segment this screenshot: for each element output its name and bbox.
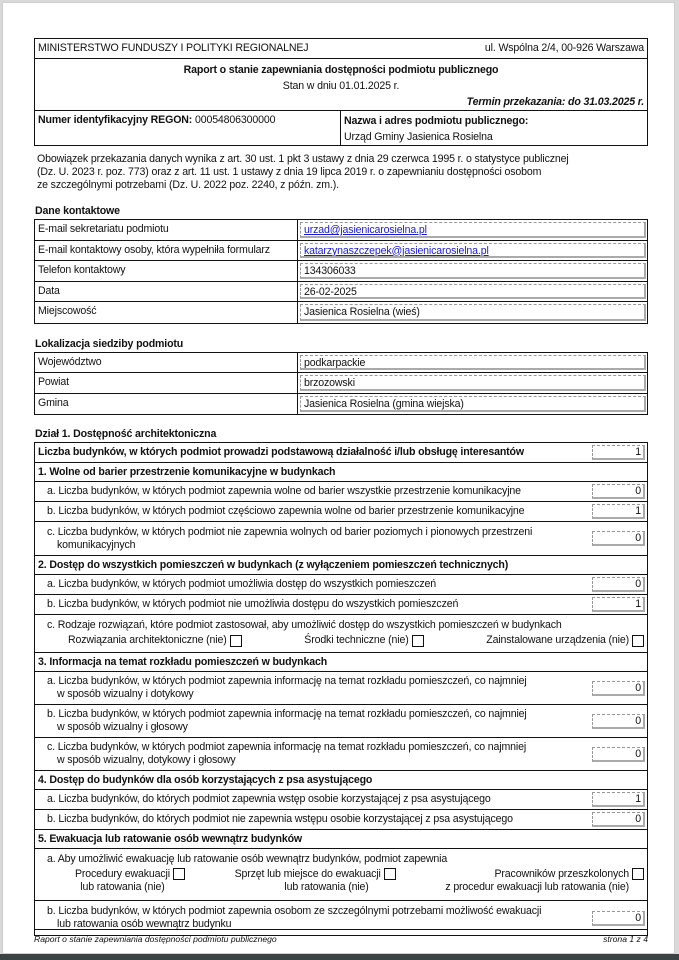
group4-b-field[interactable]: 0 <box>592 812 645 827</box>
row-label: c. Rodzaje rozwiązań, które podmiot zastosował, aby umożliwić dostęp do wszystkich pomieszczeń w budynkach <box>47 619 562 631</box>
row-label-line: b. Liczba budynków, w których podmiot zapewnia osobom ze szczególnymi potrzebami możliwość ewakuacji <box>47 905 542 917</box>
group4-a-field[interactable]: 1 <box>592 792 645 807</box>
row-label-line: komunikacyjnych <box>57 538 136 551</box>
group-title: 4. Dostęp do budynków dla osób korzystających z psa asystującego <box>38 773 373 786</box>
group-title: 1. Wolne od barier przestrzenie komunikacyjne w budynkach <box>38 465 336 478</box>
group2-row-b <box>35 595 647 615</box>
evacuation-procedures-checkbox[interactable] <box>173 868 185 880</box>
page-footer <box>34 929 648 944</box>
group1-row-c <box>35 522 647 556</box>
option-label: Pracowników przeszkolonych <box>494 868 629 880</box>
section1-title: Dział 1. Dostępność architektoniczna <box>35 428 217 440</box>
option-devices[interactable] <box>486 634 644 647</box>
row-label-line: b. Liczba budynków, w których podmiot zapewnia informację na temat rozkładu pomieszczeń, co najmniej <box>47 708 527 720</box>
row-label-line: lub ratowania osób wewnątrz budynku <box>57 918 232 930</box>
devices-checkbox[interactable] <box>632 635 644 647</box>
group3-c-field[interactable]: 0 <box>592 747 645 762</box>
field-label: Województwo <box>35 353 298 373</box>
row-label <box>35 741 592 767</box>
row-label: b. Liczba budynków, w których podmiot częściowo zapewnia wolne od barier przestrzenie komunikacyjne <box>47 505 525 517</box>
row-label <box>35 905 592 931</box>
option-label: lub ratowania (nie) <box>80 881 165 893</box>
group4-row-a <box>35 790 647 810</box>
option-technical[interactable] <box>304 634 423 647</box>
option-label: lub ratowania (nie) <box>284 881 369 893</box>
location-table <box>34 352 648 416</box>
row-label: a. Liczba budynków, w których podmiot umożliwia dostęp do wszystkich pomieszczeń <box>47 578 436 590</box>
location-row-commune <box>35 394 647 415</box>
option-label: Zainstalowane urządzenia (nie) <box>486 634 629 646</box>
group2-header <box>35 556 647 575</box>
row-label-line: a. Liczba budynków, w których podmiot zapewnia informację na temat rozkładu pomieszczeń, co najmniej <box>47 675 527 687</box>
contact-email-field[interactable]: katarzynaszczepek@jasienicarosielna.pl <box>300 243 646 259</box>
group2-a-field[interactable]: 0 <box>592 577 645 592</box>
contact-row-phone <box>35 261 647 282</box>
location-row-voivodeship <box>35 353 647 374</box>
group3-b-field[interactable]: 0 <box>592 714 645 729</box>
form-content <box>34 38 648 936</box>
group-title: 3. Informacja na temat rozkładu pomieszczeń w budynkach <box>38 655 328 668</box>
secretariat-email-field[interactable]: urzad@jasienicarosielna.pl <box>300 222 646 238</box>
group5-header <box>35 830 647 849</box>
field-label: Telefon kontaktowy <box>35 261 298 281</box>
ministry-name: MINISTERSTWO FUNDUSZY I POLITYKI REGIONALNEJ <box>38 42 309 54</box>
group5-row-a <box>35 849 647 901</box>
county-field[interactable]: brzozowski <box>300 375 646 391</box>
option-evacuation-procedures[interactable] <box>75 868 185 894</box>
voivodeship-field[interactable]: podkarpackie <box>300 355 646 371</box>
legal-note-line: Obowiązek przekazania danych wynika z art. 30 ust. 1 pkt 3 ustawy z dnia 29 czerwca 1995 r. o statystyce publicznej <box>37 153 569 165</box>
entity-value: Urząd Gminy Jasienica Rosielna <box>344 131 493 143</box>
contact-table <box>34 219 648 324</box>
technical-checkbox[interactable] <box>412 635 424 647</box>
location-section-title: Lokalizacja siedziby podmiotu <box>35 337 184 350</box>
row-label: a. Liczba budynków, do których podmiot zapewnia wstęp osobie korzystającej z psa asystującego <box>47 793 491 805</box>
field-label: Miejscowość <box>35 302 298 323</box>
row-label-line: w sposób wizualny i głosowy <box>57 721 188 733</box>
regon-label: Numer identyfikacyjny REGON: <box>38 114 193 126</box>
architectural-checkbox[interactable] <box>230 635 242 647</box>
trained-staff-checkbox[interactable] <box>632 868 644 880</box>
contact-row-secretariat-email <box>35 220 647 241</box>
total-buildings-field[interactable]: 1 <box>592 445 645 460</box>
option-label: z procedur ewakuacji lub ratowania (nie) <box>445 881 629 893</box>
group2-row-a <box>35 575 647 595</box>
legal-note-line: ze szczególnymi potrzebami (Dz. U. 2022 poz. 2240, z późn. zm.). <box>37 179 339 191</box>
group3-row-c <box>35 738 647 771</box>
group3-header <box>35 653 647 672</box>
document-page <box>2 2 675 954</box>
option-label: Rozwiązania architektoniczne (nie) <box>68 634 227 646</box>
viewer-bottom-bar <box>0 954 679 960</box>
row-label-line: c. Liczba budynków, w których podmiot nie zapewnia wolnych od barier poziomych i pionowych przestrzeni <box>47 525 533 538</box>
submission-deadline: Termin przekazania: do 31.03.2025 r. <box>35 94 647 111</box>
legal-note <box>34 153 648 192</box>
locality-field[interactable]: Jasienica Rosielna (wieś) <box>300 304 646 321</box>
state-date: Stan w dniu 01.01.2025 r. <box>282 80 400 92</box>
row-label-line: w sposób wizualny, dotykowy i głosowy <box>57 754 236 766</box>
group1-header <box>35 463 647 482</box>
row-label <box>35 675 592 701</box>
field-label: Data <box>35 282 298 302</box>
entity-label: Nazwa i adres podmiotu publicznego: <box>344 115 529 127</box>
footer-title: Raport o stanie zapewniania dostępności podmiotu publicznego <box>34 934 277 944</box>
option-label: Procedury ewakuacji <box>75 868 170 880</box>
evacuation-equipment-checkbox[interactable] <box>384 868 396 880</box>
group2-row-c <box>35 615 647 653</box>
ministry-address: ul. Wspólna 2/4, 00-926 Warszawa <box>484 42 644 54</box>
field-label: Powiat <box>35 373 298 393</box>
row-label <box>35 708 592 734</box>
group3-row-a <box>35 672 647 705</box>
report-title: Raport o stanie zapewniania dostępności podmiotu publicznego <box>183 64 499 76</box>
contact-row-date <box>35 282 647 303</box>
row-label-line: w sposób wizualny i dotykowy <box>57 688 194 700</box>
row-label-line: c. Liczba budynków, w których podmiot zapewnia informację na temat rozkładu pomieszczeń, co najmniej <box>47 741 527 753</box>
row-label: b. Liczba budynków, w których podmiot nie umożliwia dostępu do wszystkich pomieszczeń <box>47 598 459 610</box>
field-label: E-mail kontaktowy osoby, która wypełniła formularz <box>35 241 298 261</box>
row-label: b. Liczba budynków, do których podmiot nie zapewnia wstępu osobie korzystającej z psa asystującego <box>47 813 513 825</box>
group3-a-field[interactable]: 0 <box>592 681 645 696</box>
group-title: 2. Dostęp do wszystkich pomieszczeń w budynkach (z wyłączeniem pomieszczeń technicznych) <box>38 558 509 571</box>
option-trained-staff[interactable] <box>445 868 644 894</box>
regon-value: 00054806300000 <box>194 114 276 126</box>
row-label: Liczba budynków, w których podmiot prowadzi podstawową działalność i/lub obsługę interesantów <box>38 446 524 458</box>
field-label: E-mail sekretariatu podmiotu <box>35 220 298 240</box>
contact-section-title: Dane kontaktowe <box>35 205 120 217</box>
option-architectural[interactable] <box>68 634 242 647</box>
group5-b-field[interactable]: 0 <box>592 911 645 926</box>
location-row-county <box>35 373 647 394</box>
commune-field[interactable]: Jasienica Rosielna (gmina wiejska) <box>300 396 646 413</box>
option-label: Sprzęt lub miejsce do ewakuacji <box>234 868 381 880</box>
group4-header <box>35 771 647 790</box>
contact-row-locality <box>35 302 647 323</box>
report-header <box>34 38 648 146</box>
group3-row-b <box>35 705 647 738</box>
option-label: Środki techniczne (nie) <box>304 634 409 646</box>
page-number: strona 1 z 4 <box>603 934 648 944</box>
group1-a-field[interactable]: 0 <box>592 484 645 499</box>
total-buildings-row <box>35 443 647 463</box>
row-label: a. Aby umożliwić ewakuację lub ratowanie osób wewnątrz budynków, podmiot zapewnia <box>47 853 448 865</box>
legal-note-line: (Dz. U. 2023 r. poz. 773) oraz z art. 11 ust. 1 ustawy z dnia 19 lipca 2019 r. o zapewnianiu dostępności osobom <box>37 166 542 178</box>
row-label: a. Liczba budynków, w których podmiot zapewnia wolne od barier wszystkie przestrzenie komunikacyjne <box>47 485 521 497</box>
group1-b-field[interactable]: 1 <box>592 504 645 519</box>
section1-table <box>34 442 648 936</box>
phone-field[interactable]: 134306033 <box>300 263 646 279</box>
field-label: Gmina <box>35 394 298 415</box>
contact-row-contact-email <box>35 241 647 262</box>
group2-b-field[interactable]: 1 <box>592 597 645 612</box>
option-evacuation-equipment[interactable] <box>235 868 396 894</box>
group1-c-field[interactable]: 0 <box>592 531 645 546</box>
group1-row-a <box>35 482 647 502</box>
date-field[interactable]: 26-02-2025 <box>300 284 646 300</box>
group1-row-b <box>35 502 647 522</box>
row-label <box>35 526 592 552</box>
group-title: 5. Ewakuacja lub ratowanie osób wewnątrz budynków <box>38 832 303 845</box>
group4-row-b <box>35 810 647 830</box>
